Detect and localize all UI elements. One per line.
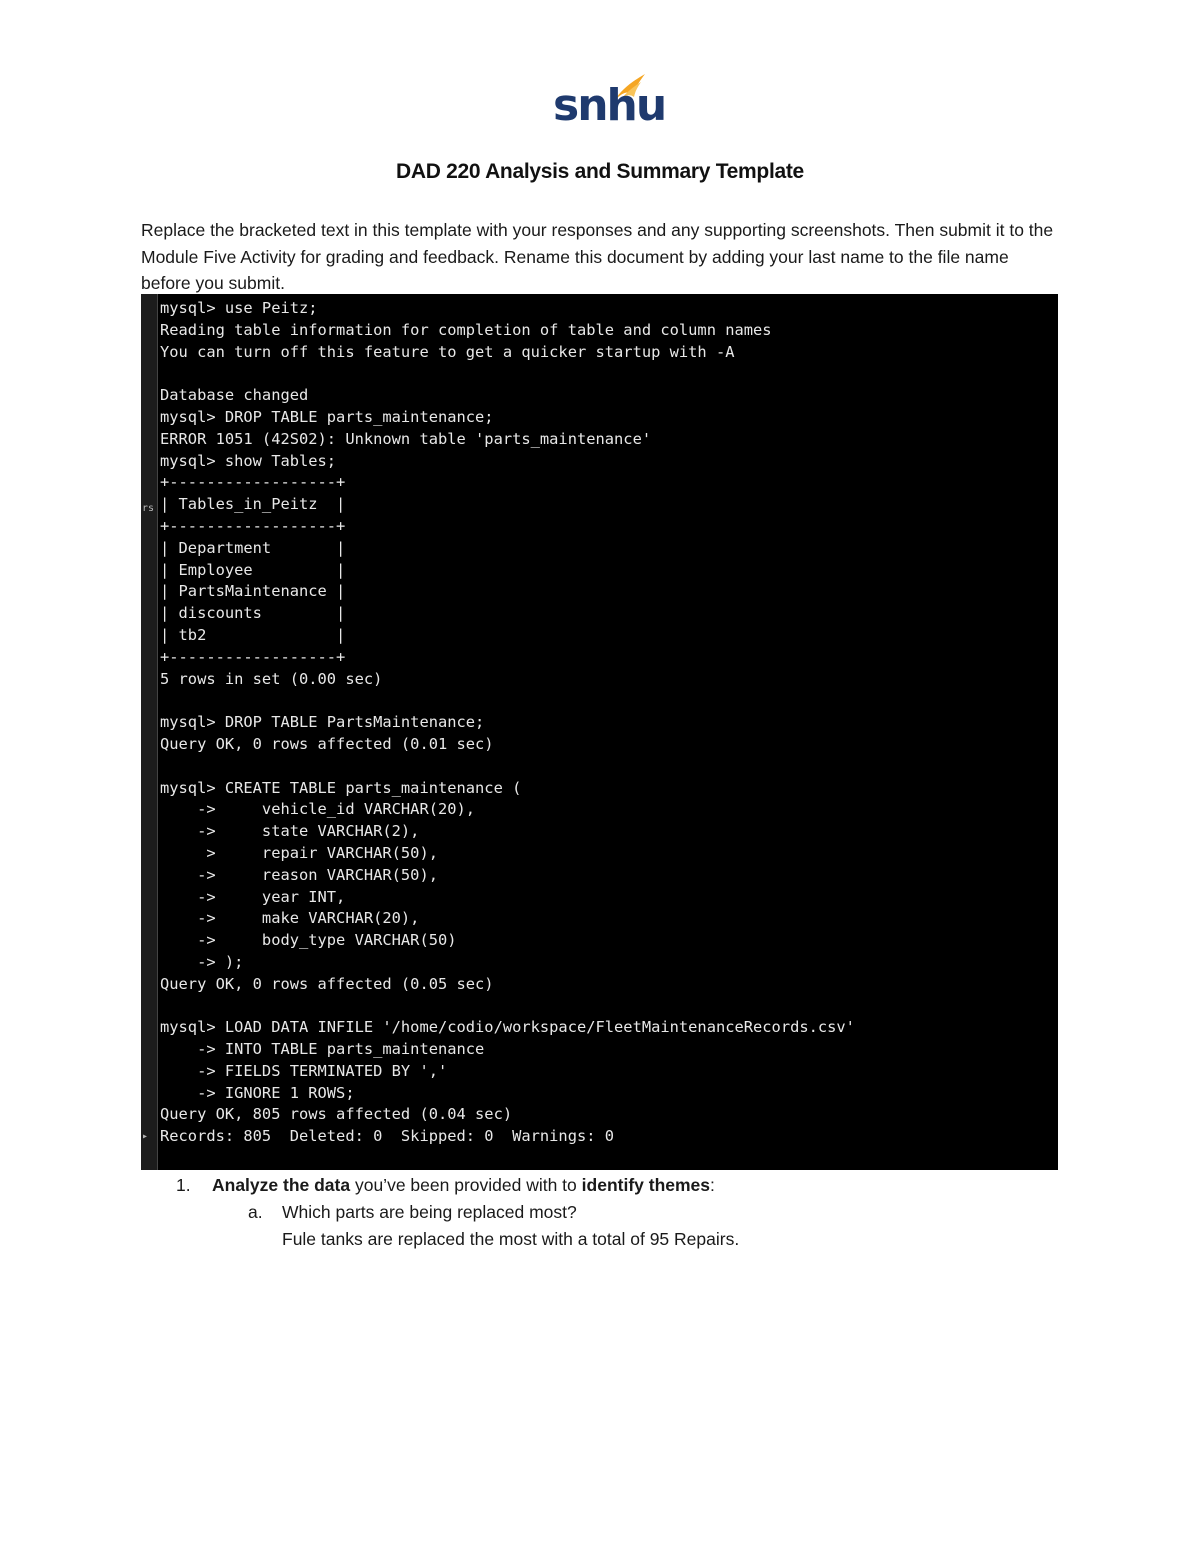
- terminal-line: mysql> DROP TABLE parts_maintenance;: [160, 407, 494, 426]
- terminal-line: -> FIELDS TERMINATED BY ',': [160, 1061, 448, 1080]
- terminal-line: > repair VARCHAR(50),: [160, 843, 438, 862]
- terminal-line: Query OK, 0 rows affected (0.01 sec): [160, 734, 494, 753]
- terminal-line: -> body_type VARCHAR(50): [160, 931, 457, 950]
- list-item-number: 1.: [176, 1175, 191, 1195]
- terminal-line: Query OK, 805 rows affected (0.04 sec): [160, 1105, 513, 1124]
- list-item-text: [212, 1172, 715, 1199]
- sub-item-letter: a.: [248, 1202, 263, 1222]
- terminal-line: | tb2 |: [160, 625, 346, 644]
- terminal-line: -> vehicle_id VARCHAR(20),: [160, 800, 476, 819]
- terminal-line: mysql> CREATE TABLE parts_maintenance (: [160, 778, 522, 797]
- terminal-line: Database changed: [160, 386, 309, 405]
- terminal-line: -> make VARCHAR(20),: [160, 909, 420, 928]
- end-punct: :: [710, 1175, 715, 1195]
- middle-text: you’ve been provided with to: [350, 1175, 582, 1195]
- terminal-line: +------------------+: [160, 473, 346, 492]
- gutter-arrow-icon: ▸: [142, 1131, 149, 1142]
- terminal-line: Records: 805 Deleted: 0 Skipped: 0 Warnings: 0: [160, 1127, 615, 1146]
- sub-item-answer-row: [141, 1226, 1061, 1253]
- sub-item-question: Which parts are being replaced most?: [282, 1202, 577, 1222]
- sub-list-item: [141, 1199, 1061, 1226]
- terminal-line: [160, 996, 855, 1018]
- sub-item-answer: Fule tanks are replaced the most with a total of 95 Repairs.: [282, 1229, 740, 1249]
- list-item: [141, 1172, 1061, 1199]
- terminal-line: | Department |: [160, 538, 346, 557]
- terminal-line: mysql> use Peitz;: [160, 299, 318, 317]
- terminal-line: mysql> DROP TABLE PartsMaintenance;: [160, 713, 485, 732]
- analysis-list: [141, 1172, 1061, 1253]
- terminal-line: -> reason VARCHAR(50),: [160, 865, 438, 884]
- terminal-line: | PartsMaintenance |: [160, 582, 346, 601]
- terminal-line: -> INTO TABLE parts_maintenance: [160, 1040, 485, 1059]
- terminal-line: +------------------+: [160, 516, 346, 535]
- bold-tail: identify themes: [581, 1175, 711, 1195]
- terminal-line: ERROR 1051 (42S02): Unknown table 'parts_maintenance': [160, 429, 652, 448]
- terminal-line: | Tables_in_Peitz |: [160, 495, 346, 514]
- terminal-line: Reading table information for completion of table and column names: [160, 320, 772, 339]
- terminal-line: Query OK, 0 rows affected (0.05 sec): [160, 974, 494, 993]
- terminal-line: [160, 363, 855, 385]
- terminal-gutter: [141, 294, 158, 1170]
- logo-wordmark: snhu: [553, 80, 666, 131]
- terminal-line: -> );: [160, 952, 244, 971]
- terminal-line: | Employee |: [160, 560, 346, 579]
- terminal-line: mysql> show Tables;: [160, 451, 337, 470]
- bold-lead: Analyze the data: [212, 1175, 351, 1195]
- terminal-line: +------------------+: [160, 647, 346, 666]
- terminal-line: 5 rows in set (0.00 sec): [160, 669, 383, 688]
- terminal-output: [160, 298, 855, 1148]
- terminal-line: mysql> LOAD DATA INFILE '/home/codio/workspace/FleetMaintenanceRecords.csv': [160, 1018, 855, 1037]
- terminal-line: -> state VARCHAR(2),: [160, 822, 420, 841]
- terminal-line: -> year INT,: [160, 887, 346, 906]
- snhu-logo: [553, 72, 666, 134]
- terminal-line: -> IGNORE 1 ROWS;: [160, 1083, 355, 1102]
- intro-paragraph: Replace the bracketed text in this template with your responses and any supporting screenshots. Then submit it to the Module Five Activity for grading and feedback. Rename this document by adding your last name to the file name before you submit.: [141, 220, 1054, 293]
- terminal-line: [160, 756, 855, 778]
- page-title: DAD 220 Analysis and Summary Template: [396, 160, 804, 183]
- terminal-screenshot: [141, 294, 1058, 1170]
- terminal-line: You can turn off this feature to get a quicker startup with -A: [160, 342, 735, 361]
- gutter-mark: rs: [142, 503, 155, 514]
- terminal-line: [160, 690, 855, 712]
- terminal-line: | discounts |: [160, 604, 346, 623]
